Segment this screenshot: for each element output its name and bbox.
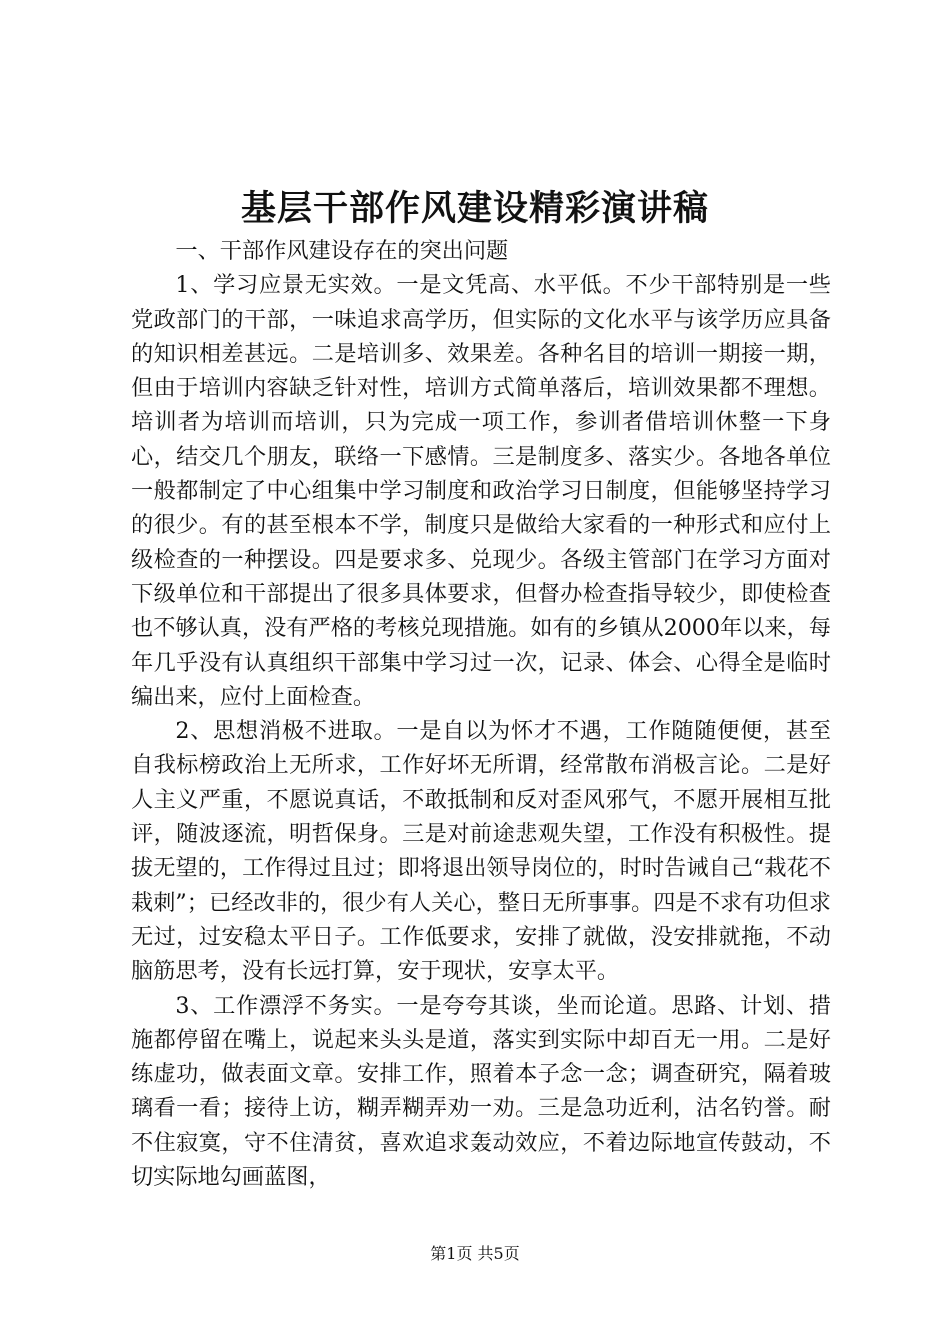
page-title: 基层干部作风建设精彩演讲稿	[240, 188, 709, 229]
paragraph-3: 3、工作漂浮不务实。一是夸夸其谈，坐而论道。思路、计划、措施都停留在嘴上，说起来头头是道，落实到实际中却百无一用。二是好练虚功，做表面文章。安排工作，照着本子念一念；调查研究，隔着玻璃看一看；接待上访，糊弄糊弄劝一劝。三是急功近利，沽名钓誉。耐不住寂寞，守不住清贫，喜欢追求轰动效应，不着边际地宣传鼓动，不切实际地勾画蓝图，	[131, 992, 831, 1191]
page-footer: 第1页 共5页	[430, 1244, 520, 1263]
paragraph-1: 1、学习应景无实效。一是文凭高、水平低。不少干部特别是一些党政部门的干部，一味追求高学历，但实际的文化水平与该学历应具备的知识相差甚远。二是培训多、效果差。各种名目的培训一期接一期，但由于培训内容缺乏针对性，培训方式简单落后，培训效果都不理想。培训者为培训而培训，只为完成一项工作，参训者借培训休整一下身心，结交几个朋友，联络一下感情。三是制度多、落实少。各地各单位一般都制定了中心组集中学习制度和政治学习日制度，但能够坚持学习的很少。有的甚至根本不学，制度只是做给大家看的一种形式和应付上级检查的一种摆设。四是要求多、兑现少。各级主管部门在学习方面对下级单位和干部提出了很多具体要求，但督办检查指导较少，即使检查也不够认真，没有严格的考核兑现措施。如有的乡镇从2000年以来，每年几乎没有认真组织干部集中学习过一次，记录、体会、心得全是临时编出来，应付上面检查。	[131, 272, 831, 710]
section-heading: 一、干部作风建设存在的突出问题	[175, 238, 509, 264]
paragraph-2: 2、思想消极不进取。一是自以为怀才不遇，工作随随便便，甚至自我标榜政治上无所求，工作好坏无所谓，经常散布消极言论。二是好人主义严重，不愿说真话，不敢抵制和反对歪风邪气，不愿开展相互批评，随波逐流，明哲保身。三是对前途悲观失望，工作没有积极性。提拔无望的，工作得过且过；即将退出领导岗位的，时时告诫自己“栽花不栽刺”；已经改非的，很少有人关心，整日无所事事。四是不求有功但求无过，过安稳太平日子。工作低要求，安排了就做，没安排就拖，不动脑筋思考，没有长远打算，安于现状，安享太平。	[131, 718, 831, 985]
document-body	[131, 234, 831, 1194]
